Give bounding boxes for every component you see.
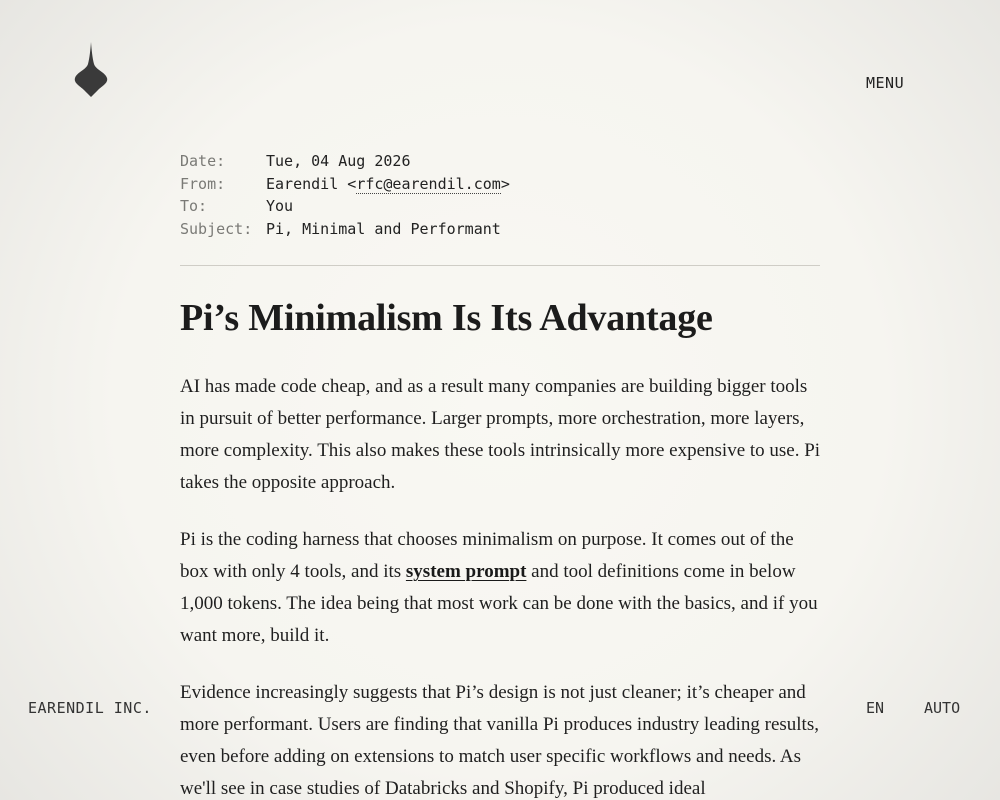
paragraph-1: AI has made code cheap, and as a result many companies are building bigger tools in pursuit of better performance. Larger prompts, more orchestration, more layers, more complexity. This also makes these tools intrinsically more expensive to use. Pi takes the opposite approach. <box>180 376 821 493</box>
email-header <box>180 150 820 240</box>
subject-label: Subject: <box>180 219 253 238</box>
spire-logo-icon[interactable] <box>72 42 110 98</box>
email-from-row <box>180 173 820 196</box>
from-email-link[interactable]: rfc@earendil.com <box>356 174 501 193</box>
paragraph-3: Evidence increasingly suggests that Pi’s design is not just cleaner; it’s cheaper and more performant. Users are finding that vanilla Pi produces industry leading results, even before adding on extensions to match user specific workflows and needs. As we'll see in case studies of Databricks and Shopify, Pi produced ideal <box>180 682 819 799</box>
date-label: Date: <box>180 152 226 170</box>
from-name: Earendil < <box>266 174 357 193</box>
subject-value: Pi, Minimal and Performant <box>266 219 501 238</box>
to-label: To: <box>180 197 208 215</box>
from-label: From: <box>180 174 226 193</box>
from-value <box>266 173 510 196</box>
company-name: EARENDIL INC. <box>28 699 152 717</box>
paragraph-2-end: and tool definitions come in below 1,000 tokens. The idea being that most work can be done with the basics, and if you want more, build it. <box>180 561 818 646</box>
header-divider <box>180 265 820 266</box>
article <box>180 294 825 800</box>
email-to-row <box>180 195 820 218</box>
to-value: You <box>266 197 294 215</box>
paragraph-2-start: Pi is the coding harness that chooses minimalism on purpose. It comes out of the box with only 4 tools, and its <box>180 529 794 582</box>
paragraph-2 <box>180 524 825 652</box>
email-date-row <box>180 150 820 173</box>
system-prompt-link[interactable]: system prompt <box>405 561 527 582</box>
from-close: > <box>500 174 510 193</box>
theme-toggle[interactable]: AUTO <box>924 699 961 717</box>
language-toggle[interactable]: EN <box>866 699 885 717</box>
email-subject-row <box>180 218 820 241</box>
menu-button[interactable]: MENU <box>866 74 905 92</box>
date-value: Tue, 04 Aug 2026 <box>266 152 411 170</box>
article-title: Pi’s Minimalism Is Its Advantage <box>180 297 713 339</box>
